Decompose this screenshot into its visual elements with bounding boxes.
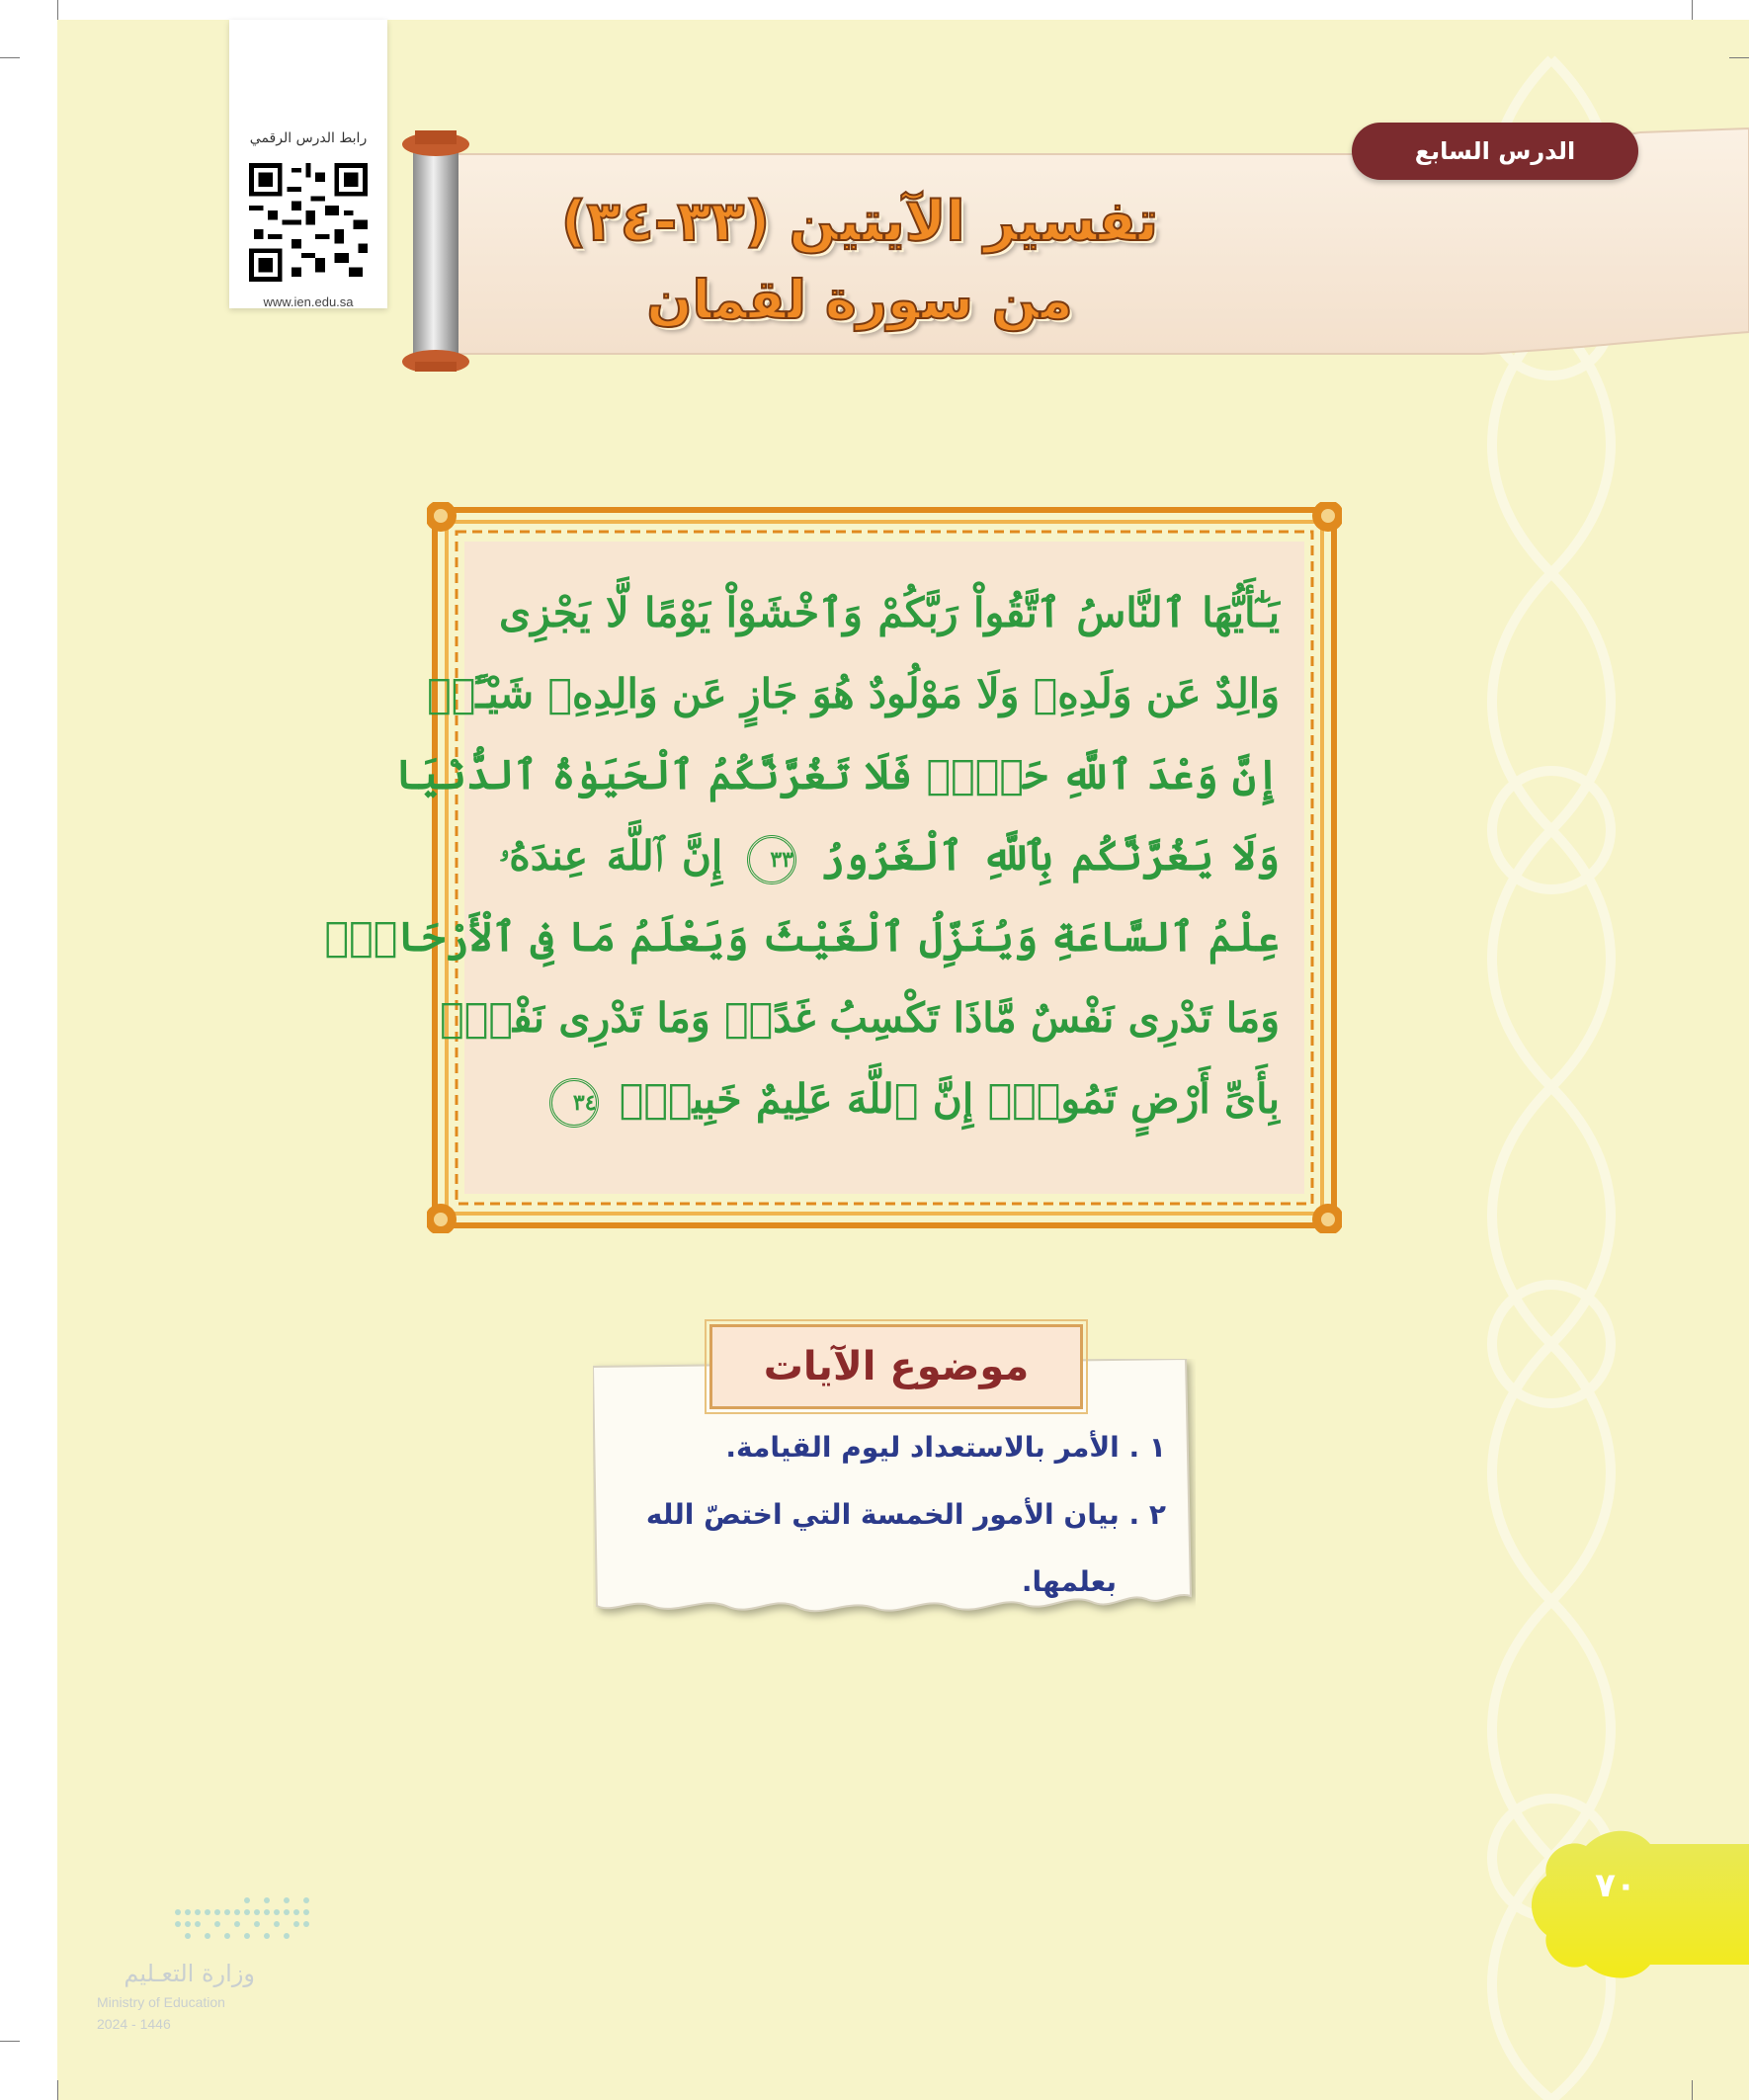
crop-mark	[57, 2080, 58, 2100]
topic-item: ٢ . بيان الأمور الخمسة التي اختصّ الله	[645, 1498, 1166, 1531]
ministry-name-en: Ministry of Education	[97, 1994, 225, 2010]
qr-code-icon[interactable]	[249, 163, 368, 282]
crop-mark	[0, 2041, 20, 2042]
ministry-year: 2024 - 1446	[97, 2016, 171, 2032]
ayah-number-33: ٣٣	[747, 835, 796, 884]
qr-caption: رابط الدرس الرقمي	[249, 130, 368, 146]
topic-item: بعلمها.	[1021, 1565, 1117, 1598]
qr-url[interactable]: www.ien.edu.sa	[263, 294, 354, 309]
crop-mark	[0, 57, 20, 58]
page-number-badge	[1527, 1826, 1749, 1984]
verse-line: بِأَىِّ أَرْضٍ تَمُوتُۚ إِنَّ ٱللَّهَ عَلِيمٌ خَبِيرٌۢ ٣٤	[588, 1069, 1280, 1129]
ministry-name-ar: وزارة التعـليم	[124, 1960, 255, 1987]
lesson-title: تفسير الآيتين (٣٣-٣٤)	[560, 190, 1159, 254]
lesson-subtitle: من سورة لقمان	[646, 269, 1073, 331]
verse-line: وَالِدٌ عَن وَلَدِهِۦ وَلَا مَوْلُودٌ هُوَ جَازٍ عَن وَالِدِهِۦ شَيْـًٔاۚ	[427, 670, 1280, 717]
page-number: ٧٠	[1595, 1866, 1636, 1905]
ministry-logo-icon	[168, 1892, 326, 1952]
verse-line: يَـٰٓأَيُّهَا ٱلنَّاسُ ٱتَّقُواْ رَبَّكُمْ وَٱخْشَوْاْ يَوْمًا لَّا يَجْزِى	[499, 589, 1280, 636]
crop-mark	[57, 0, 58, 20]
crop-mark	[1692, 0, 1693, 20]
verse-line: عِلْمُ ٱلسَّاعَةِ وَيُنَزِّلُ ٱلْغَيْثَ وَيَعْلَمُ مَا فِى ٱلْأَرْحَامِۖ	[324, 913, 1280, 961]
qr-card	[229, 20, 387, 308]
lesson-number-tab: الدرس السابع	[1352, 123, 1638, 180]
verse-line: وَمَا تَدْرِى نَفْسٌ مَّاذَا تَكْسِبُ غَدًاۖ وَمَا تَدْرِى نَفْسٌۢ	[440, 994, 1280, 1042]
ayah-number-34: ٣٤	[549, 1078, 599, 1128]
verse-line: إِنَّ وَعْدَ ٱللَّهِ حَقٌّۖ فَلَا تَغُرَّنَّكُمُ ٱلْحَيَوٰةُ ٱلدُّنْيَا	[394, 751, 1280, 798]
topic-item: ١ . الأمر بالاستعداد ليوم القيامة.	[725, 1431, 1166, 1464]
topic-heading: موضوع الآيات	[709, 1324, 1083, 1409]
verse-line: وَلَا يَغُرَّنَّكُم بِٱللَّهِ ٱلْغَرُورُ ٣٣ إِنَّ ٱللَّهَ عِندَهُۥ	[499, 826, 1280, 885]
